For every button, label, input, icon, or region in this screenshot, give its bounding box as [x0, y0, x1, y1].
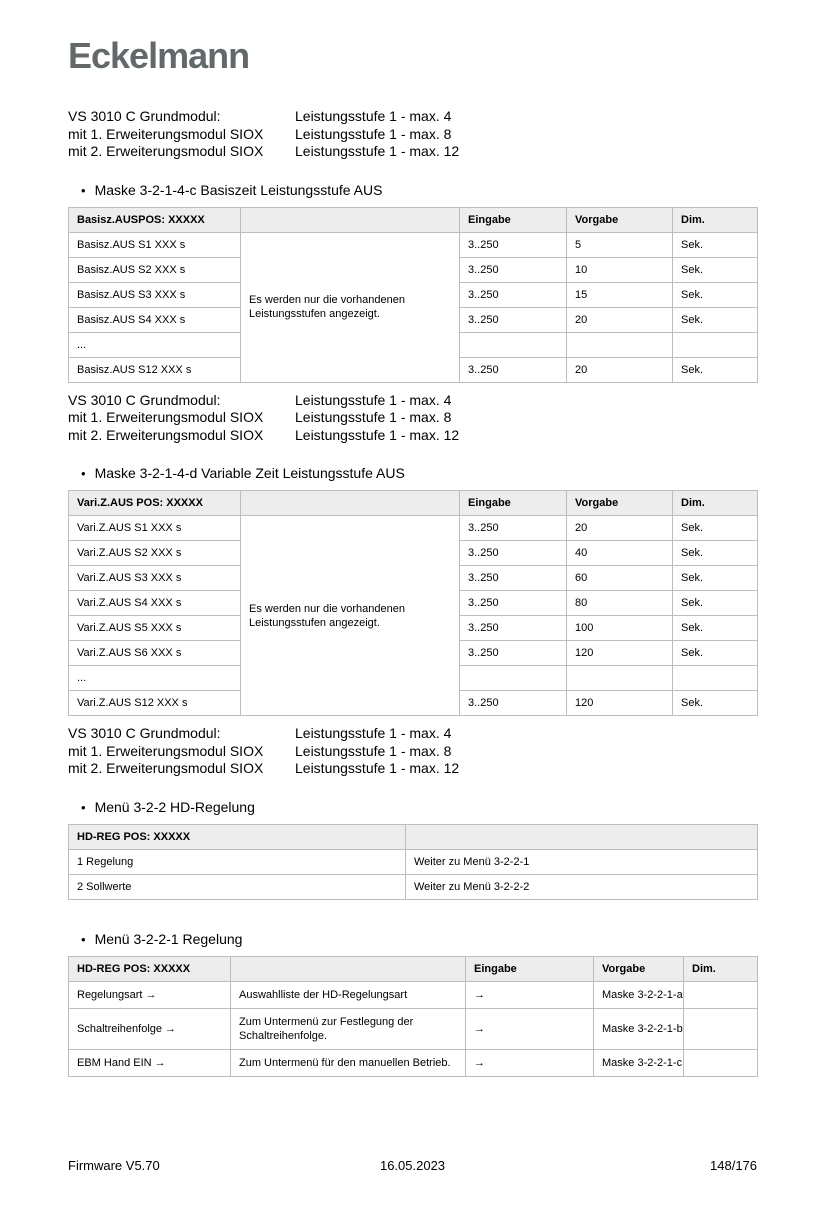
table-menu-3-2-2: [68, 824, 758, 900]
spec-value: Leistungsstufe 1 - max. 4: [295, 391, 452, 408]
cell-eingabe: [460, 666, 567, 691]
cell-param: Vari.Z.AUS S6 XXX s: [69, 641, 241, 666]
table-menu-3-2-2-1: [68, 956, 758, 1077]
cell-vorgabe: Maske 3-2-2-1-c: [594, 1049, 684, 1076]
spec-row: [68, 108, 757, 126]
spec-block-1: [68, 108, 757, 161]
cell-vorgabe: 20: [567, 516, 673, 541]
cell-vorgabe: 5: [567, 232, 673, 257]
cell-dim: Sek.: [673, 232, 758, 257]
cell-eingabe: →: [466, 981, 594, 1008]
header-cell-dim: Dim.: [673, 491, 758, 516]
cell-dim: Sek.: [673, 307, 758, 332]
cell-vorgabe: 15: [567, 282, 673, 307]
page-footer: [68, 1158, 757, 1173]
cell-eingabe: [460, 332, 567, 357]
cell-param: Basisz.AUS S2 XXX s: [69, 257, 241, 282]
section-heading-label: Maske 3-2-1-4-c Basiszeit Leistungsstufe AUS: [94, 181, 383, 198]
header-cell-empty: [406, 824, 758, 849]
spec-row: [68, 126, 757, 144]
cell-dim: Sek.: [673, 641, 758, 666]
cell-eingabe: 3..250: [460, 616, 567, 641]
cell-vorgabe: 80: [567, 591, 673, 616]
header-cell-eingabe: Eingabe: [460, 491, 567, 516]
cell-desc: Auswahlliste der HD-Regelungsart: [231, 981, 466, 1008]
cell-dim: [673, 332, 758, 357]
spec-value: Leistungsstufe 1 - max. 4: [295, 725, 452, 741]
cell-eingabe: 3..250: [460, 541, 567, 566]
spec-label: mit 2. Erweiterungsmodul SIOX: [68, 760, 264, 776]
section-heading-maske-3-2-1-4-d: [68, 465, 757, 481]
cell-desc: Zum Untermenü zur Festlegung der Schaltreihenfolge.: [231, 1008, 466, 1049]
cell-vorgabe: 40: [567, 541, 673, 566]
footer-firmware-version: Firmware V5.70: [68, 1158, 160, 1173]
cell-menu-target: Weiter zu Menü 3-2-2-1: [406, 849, 758, 874]
header-cell-empty: [241, 491, 460, 516]
cell-param: Vari.Z.AUS S4 XXX s: [69, 591, 241, 616]
cell-dim: [684, 1049, 758, 1076]
cell-menu-item: 1 Regelung: [69, 849, 406, 874]
cell-dim: Sek.: [673, 566, 758, 591]
cell-param: Schaltreihenfolge →: [69, 1008, 231, 1049]
table-basiszeit: [68, 207, 758, 383]
cell-eingabe: 3..250: [460, 591, 567, 616]
table-row: [69, 849, 758, 874]
cell-eingabe: 3..250: [460, 516, 567, 541]
spec-label: mit 2. Erweiterungsmodul SIOX: [68, 426, 264, 443]
section-heading-menu-3-2-2: [68, 799, 757, 815]
header-cell-vorgabe: Vorgabe: [567, 207, 673, 232]
header-cell-pos: Vari.Z.AUS POS: XXXXX: [69, 491, 241, 516]
cell-eingabe: 3..250: [460, 282, 567, 307]
cell-vorgabe: [567, 666, 673, 691]
section-heading-label: Menü 3-2-2 HD-Regelung: [94, 798, 255, 815]
header-cell-eingabe: Eingabe: [466, 956, 594, 981]
spec-label: VS 3010 C Grundmodul:: [68, 108, 221, 124]
bullet-icon: •: [81, 799, 86, 815]
spec-value: Leistungsstufe 1 - max. 12: [295, 760, 460, 776]
spec-label: mit 1. Erweiterungsmodul SIOX: [68, 742, 264, 759]
cell-dim: Sek.: [673, 357, 758, 382]
cell-eingabe: 3..250: [460, 641, 567, 666]
section-heading-label: Menü 3-2-2-1 Regelung: [94, 930, 243, 947]
cell-eingabe: →: [466, 1008, 594, 1049]
table-header-row: [69, 491, 758, 516]
section-heading-maske-3-2-1-4-c: [68, 182, 757, 198]
cell-dim: Sek.: [673, 257, 758, 282]
cell-eingabe: →: [466, 1049, 594, 1076]
header-cell-dim: Dim.: [684, 956, 758, 981]
cell-desc: Zum Untermenü für den manuellen Betrieb.: [231, 1049, 466, 1076]
cell-vorgabe: 60: [567, 566, 673, 591]
table-row: [69, 232, 758, 257]
spec-block-3: [68, 725, 757, 778]
spec-label: VS 3010 C Grundmodul:: [68, 391, 221, 408]
cell-dim: [684, 1008, 758, 1049]
cell-param: EBM Hand EIN →: [69, 1049, 231, 1076]
spec-value: Leistungsstufe 1 - max. 8: [295, 125, 452, 142]
cell-vorgabe: 120: [567, 641, 673, 666]
spec-row: [68, 743, 757, 761]
cell-param: Vari.Z.AUS S5 XXX s: [69, 616, 241, 641]
cell-dim: Sek.: [673, 541, 758, 566]
cell-eingabe: 3..250: [460, 566, 567, 591]
spec-label: mit 2. Erweiterungsmodul SIOX: [68, 143, 264, 159]
cell-param: Regelungsart →: [69, 981, 231, 1008]
cell-eingabe: 3..250: [460, 691, 567, 716]
table-row: [69, 874, 758, 899]
spec-label: mit 1. Erweiterungsmodul SIOX: [68, 409, 264, 425]
cell-param: Basisz.AUS S3 XXX s: [69, 282, 241, 307]
spec-value: Leistungsstufe 1 - max. 12: [295, 426, 460, 443]
cell-dim: Sek.: [673, 516, 758, 541]
spec-value: Leistungsstufe 1 - max. 8: [295, 742, 452, 759]
cell-vorgabe: Maske 3-2-2-1-a: [594, 981, 684, 1008]
cell-param: ...: [69, 332, 241, 357]
eckelmann-logo: Eckelmann: [68, 35, 250, 76]
table-header-row: [69, 824, 758, 849]
cell-eingabe: 3..250: [460, 307, 567, 332]
cell-vorgabe: 20: [567, 307, 673, 332]
cell-vorgabe: 120: [567, 691, 673, 716]
cell-vorgabe: Maske 3-2-2-1-b: [594, 1008, 684, 1049]
table-row: [69, 516, 758, 541]
header-cell-vorgabe: Vorgabe: [567, 491, 673, 516]
footer-page-number: 148/176: [710, 1158, 758, 1173]
cell-dim: [684, 981, 758, 1008]
cell-menu-item: 2 Sollwerte: [69, 874, 406, 899]
header-cell-eingabe: Eingabe: [460, 207, 567, 232]
table-header-row: [69, 956, 758, 981]
cell-eingabe: 3..250: [460, 257, 567, 282]
header-cell-dim: Dim.: [673, 207, 758, 232]
cell-vorgabe: 20: [567, 357, 673, 382]
header-cell-vorgabe: Vorgabe: [594, 956, 684, 981]
spec-row: [68, 143, 757, 161]
spec-row: [68, 392, 757, 410]
cell-param: Vari.Z.AUS S12 XXX s: [69, 691, 241, 716]
spec-row: [68, 725, 757, 743]
spec-value: Leistungsstufe 1 - max. 4: [295, 108, 452, 124]
cell-dim: Sek.: [673, 691, 758, 716]
bullet-icon: •: [81, 466, 86, 481]
cell-param: Basisz.AUS S12 XXX s: [69, 357, 241, 382]
cell-vorgabe: [567, 332, 673, 357]
bullet-icon: •: [81, 931, 86, 947]
document-page: [0, 35, 827, 1207]
cell-param: Vari.Z.AUS S2 XXX s: [69, 541, 241, 566]
table-row: [69, 981, 758, 1008]
spec-row: [68, 760, 757, 778]
section-heading-label: Maske 3-2-1-4-d Variable Zeit Leistungsstufe AUS: [94, 465, 405, 481]
header-cell-pos: Basisz.AUSPOS: XXXXX: [69, 207, 241, 232]
spec-block-2: [68, 392, 757, 445]
spec-row: [68, 427, 757, 445]
cell-dim: Sek.: [673, 616, 758, 641]
cell-note: Es werden nur die vorhandenen Leistungsstufen angezeigt.: [241, 232, 460, 382]
header-cell-pos: HD-REG POS: XXXXX: [69, 956, 231, 981]
cell-eingabe: 3..250: [460, 357, 567, 382]
spec-value: Leistungsstufe 1 - max. 12: [295, 143, 460, 159]
header-cell-empty: [231, 956, 466, 981]
cell-menu-target: Weiter zu Menü 3-2-2-2: [406, 874, 758, 899]
cell-param: Vari.Z.AUS S1 XXX s: [69, 516, 241, 541]
header-cell-pos: HD-REG POS: XXXXX: [69, 824, 406, 849]
cell-vorgabe: 100: [567, 616, 673, 641]
cell-param: ...: [69, 666, 241, 691]
header-cell-empty: [241, 207, 460, 232]
footer-date: 16.05.2023: [379, 1158, 446, 1173]
section-heading-menu-3-2-2-1: [68, 931, 757, 947]
cell-param: Basisz.AUS S4 XXX s: [69, 307, 241, 332]
spec-label: mit 1. Erweiterungsmodul SIOX: [68, 125, 264, 142]
cell-dim: [673, 666, 758, 691]
table-row: [69, 1008, 758, 1049]
spec-value: Leistungsstufe 1 - max. 8: [295, 409, 452, 425]
table-row: [69, 1049, 758, 1076]
table-header-row: [69, 207, 758, 232]
cell-note: Es werden nur die vorhandenen Leistungsstufen angezeigt.: [241, 516, 460, 716]
cell-vorgabe: 10: [567, 257, 673, 282]
spec-label: VS 3010 C Grundmodul:: [68, 725, 221, 741]
cell-eingabe: 3..250: [460, 232, 567, 257]
table-variable-zeit: [68, 490, 758, 716]
bullet-icon: •: [81, 182, 86, 198]
cell-param: Basisz.AUS S1 XXX s: [69, 232, 241, 257]
cell-dim: Sek.: [673, 591, 758, 616]
spec-row: [68, 409, 757, 427]
cell-param: Vari.Z.AUS S3 XXX s: [69, 566, 241, 591]
cell-dim: Sek.: [673, 282, 758, 307]
